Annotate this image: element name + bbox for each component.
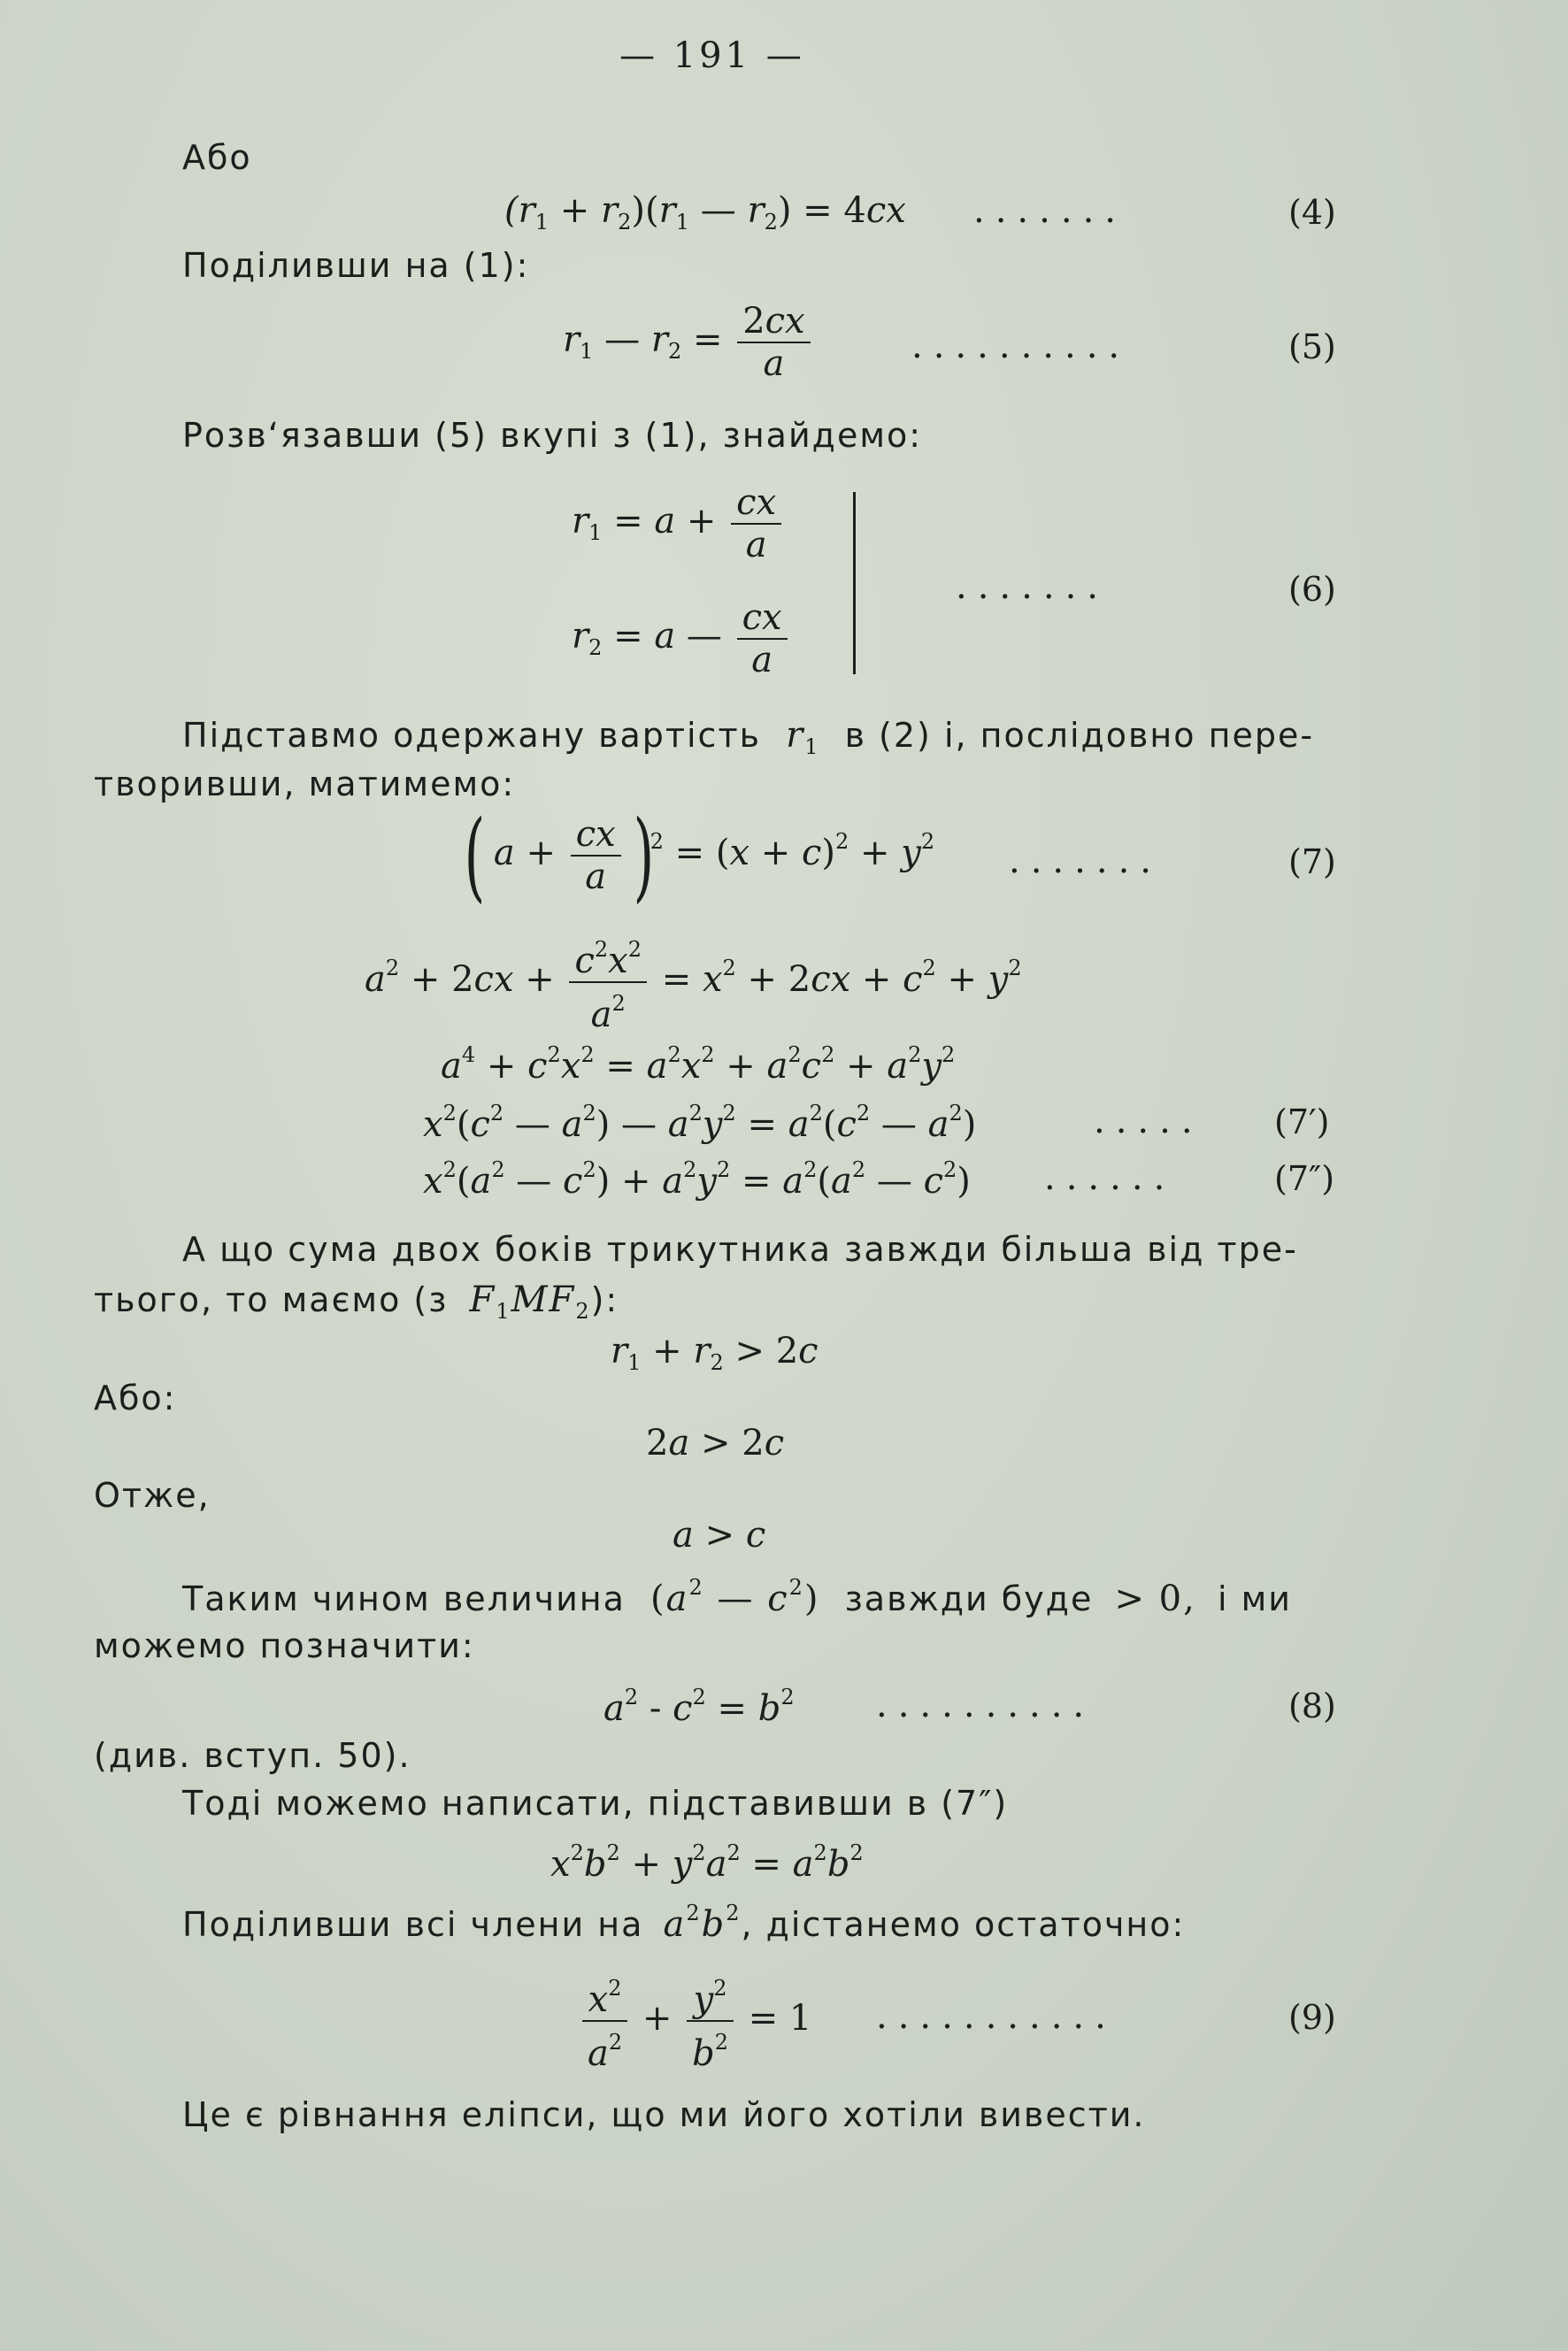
- text-todi: Тоді можемо написати, підставивши в (7″): [182, 1784, 1009, 1823]
- math-a2b2: $a^2b^2$: [663, 1901, 742, 1945]
- equation-label-7-prime: (7′): [1274, 1103, 1330, 1141]
- text-takym-part1: Таким чином величина: [182, 1579, 626, 1618]
- equation-label-6: (6): [1288, 570, 1336, 609]
- math-r1: $r_1$: [786, 715, 820, 759]
- equation-8: $a^2 - c^2 = b^2$: [603, 1685, 795, 1729]
- equation-label-5: (5): [1288, 327, 1336, 366]
- equation-9: $\frac{x^2}{a^2}$ + $\frac{y^2}{b^2}$ = 1: [579, 1968, 811, 2074]
- text-pidstavmo-part2: в (2) і, послідовно пере-: [844, 716, 1315, 755]
- math-gt-0: > 0,: [1114, 1579, 1196, 1619]
- equation-5: $r_1$ — $r_2$ = $\frac{2cx}{a}$: [563, 301, 814, 384]
- text-pidstavmo-part1: Підставмо одержану вартість: [182, 716, 761, 755]
- equation-label-9: (9): [1288, 1998, 1336, 2037]
- equation-label-7-double-prime: (7″): [1274, 1159, 1335, 1198]
- equation-label-8: (8): [1288, 1686, 1336, 1725]
- text-takym: [182, 1575, 1292, 1619]
- text-dyv: (див. вступ. 50).: [94, 1736, 411, 1775]
- leader-dots: .....: [1094, 1101, 1203, 1141]
- text-podilyvshy-vsi: [182, 1901, 1185, 1945]
- text-takym-part2: завжди буде: [844, 1579, 1094, 1618]
- equation-expanded: $a^2 + 2cx$ + $\frac{c^2x^2}{a^2}$ = $x^2 + 2cx + c^2 + y^2$: [365, 929, 1022, 1035]
- leader-dots: ...........: [876, 1996, 1117, 2037]
- text-tioho: тього, то маємо (з $F_1MF_2$):: [94, 1279, 619, 1324]
- equation-7-double-prime: $x^2(a^2$ — $c^2) + a^2y^2 = a^2(a^2$ — $c^2$): [423, 1157, 971, 1202]
- inequality-r1-r2: $r_1 + r_2 > 2c$: [611, 1331, 819, 1375]
- text-abo-2: Або:: [94, 1379, 177, 1418]
- equation-label-4: (4): [1288, 193, 1336, 232]
- leader-dots: ......: [1044, 1157, 1176, 1198]
- text-tvoryvshy: творивши, матимемо:: [94, 764, 516, 803]
- equation-4: $(r_1 + r_2)(r_1$ — $r_2) = 4cx$: [504, 190, 906, 234]
- text-mozhemo: можемо позначити:: [94, 1626, 475, 1665]
- text-takym-part3: і ми: [1217, 1579, 1292, 1618]
- equation-6b: $r_2 = a$ — $\frac{cx}{a}$: [572, 597, 791, 680]
- leader-dots: .......: [973, 190, 1127, 231]
- text-podilyvshy-vsi-part1: Поділивши всі члени на: [182, 1905, 644, 1944]
- inequality-a-c: a > c: [673, 1515, 766, 1556]
- math-f1mf2: $F_1MF_2$: [469, 1279, 591, 1324]
- equation-a4: $a^4 + c^2x^2 = a^2x^2 + a^2c^2 + a^2y^2$: [441, 1042, 956, 1087]
- page-number: — 191 —: [619, 35, 805, 76]
- text-tioho-part1: тього, то маємо (з: [94, 1280, 449, 1319]
- system-brace: [832, 492, 856, 674]
- inequality-2a-2c: 2a > 2c: [646, 1423, 785, 1464]
- text-podilyvshy-vsi-part2: , дістанемо остаточно:: [741, 1905, 1186, 1944]
- leader-dots: .......: [956, 566, 1110, 607]
- text-podilyvshy: Поділивши на (1):: [182, 246, 530, 285]
- equation-label-7: (7): [1288, 842, 1336, 881]
- equation-x2b2: $x^2b^2 + y^2a^2 = a^2b^2$: [550, 1840, 864, 1885]
- leader-dots: .......: [1009, 841, 1163, 881]
- text-a-shcho: А що сума двох боків трикутника завжди більша від тре-: [182, 1230, 1298, 1269]
- equation-7: ( a + $\frac{cx}{a}$ )$^2 = (x + c)^2 + y^2$: [464, 799, 935, 912]
- text-pidstavmo: [182, 715, 1314, 759]
- text-otzhe: Отже,: [94, 1476, 211, 1515]
- math-a2-c2: ($a^2$ — $c^2$): [650, 1575, 820, 1619]
- text-abo: Або: [182, 138, 252, 177]
- leader-dots: ..........: [911, 326, 1131, 366]
- text-tse: Це є рівнання еліпси, що ми його хотіли вивести.: [182, 2095, 1146, 2134]
- equation-7-prime: $x^2(c^2$ — $a^2$) — $a^2y^2 = a^2(c^2$ — $a^2$): [423, 1101, 977, 1145]
- text-rozviazavshy: Розв‘язавши (5) вкупі з (1), знайдемо:: [182, 416, 923, 455]
- leader-dots: ..........: [876, 1685, 1095, 1725]
- equation-6a: $r_1 = a$ + $\frac{cx}{a}$: [572, 482, 785, 565]
